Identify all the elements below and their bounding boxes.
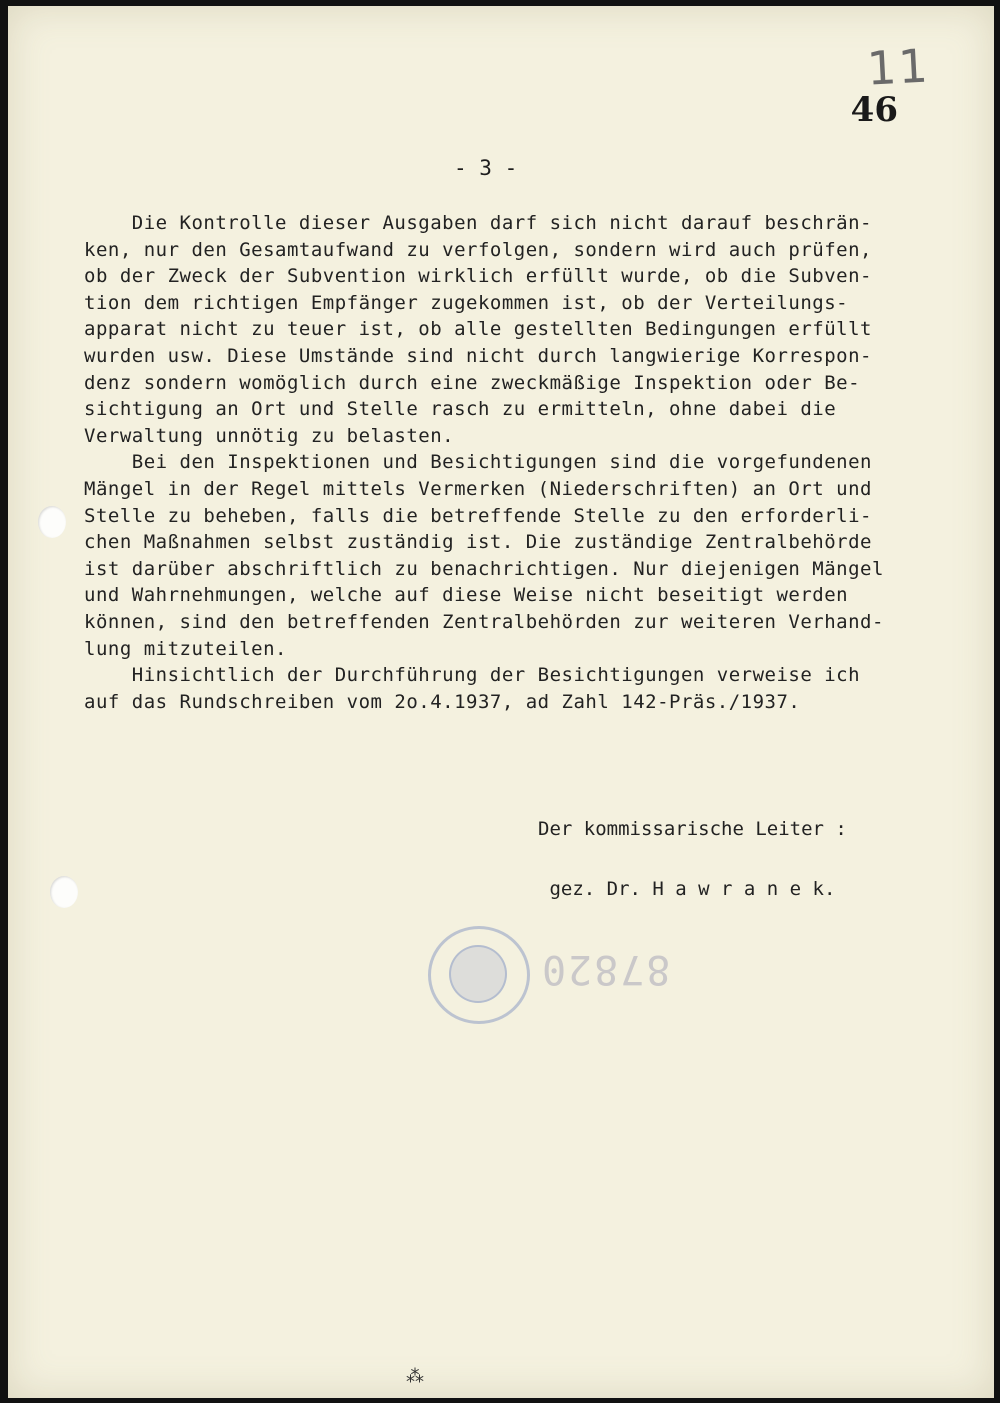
body-line: chen Maßnahmen selbst zuständig ist. Die zuständige Zentralbehörde [84,531,872,554]
punch-hole-lower [50,876,78,908]
body-line: sichtigung an Ort und Stelle rasch zu ermitteln, ohne dabei die [84,398,837,421]
body-line: wurden usw. Diese Umstände sind nicht durch langwierige Korrespon- [84,344,872,367]
body-line: apparat nicht zu teuer ist, ob alle gestellten Bedingungen erfüllt [84,318,872,341]
bottom-mark: ⁂ [406,1366,424,1387]
body-line: lung mitzuteilen. [84,637,287,660]
page-number: - 3 - [454,156,518,180]
body-line: können, sind den betreffenden Zentralbehörden zur weiteren Verhand- [84,610,884,633]
body-line: ist darüber abschriftlich zu benachrichtigen. Nur diejenigen Mängel [84,557,884,580]
body-line: Verwaltung unnötig zu belasten. [84,424,455,447]
signature-title: Der kommissarische Leiter : [538,818,847,840]
signature-name: gez. Dr. H a w r a n e k. [538,878,836,900]
body-line: ken, nur den Gesamtaufwand zu verfolgen, sondern wird auch prüfen, [84,238,872,261]
signature-block [538,814,847,904]
body-line: auf das Rundschreiben vom 2o.4.1937, ad Zahl 142-Präs./1937. [84,690,801,713]
body-line: ob der Zweck der Subvention wirklich erfüllt wurde, ob die Subven- [84,265,872,288]
body-line: und Wahrnehmungen, welche auf diese Weise nicht beseitigt werden [84,584,849,607]
body-line: tion dem richtigen Empfänger zugekommen ist, ob der Verteilungs- [84,291,849,314]
body-line: Hinsichtlich der Durchführung der Besichtigungen verweise ich [84,664,861,687]
document-page [8,6,994,1398]
punch-hole-upper [38,506,66,538]
pencil-page-number: 11 [866,38,932,96]
body-line: denz sondern womöglich durch eine zweckmäßige Inspektion oder Be- [84,371,861,394]
body-line: Die Kontrolle dieser Ausgaben darf sich nicht darauf beschrän- [84,212,872,234]
body-line: Stelle zu beheben, falls die betreffende Stelle zu den erforderli- [84,504,872,527]
body-line: Mängel in der Regel mittels Vermerken (Niederschriften) an Ort und [84,477,872,500]
folio-number: 46 [850,90,898,130]
body-line: Bei den Inspektionen und Besichtigungen sind die vorgefundenen [84,451,872,474]
archive-stamp [428,926,530,1024]
stamp-number: 87820 [540,946,671,992]
letter-body [84,210,964,715]
